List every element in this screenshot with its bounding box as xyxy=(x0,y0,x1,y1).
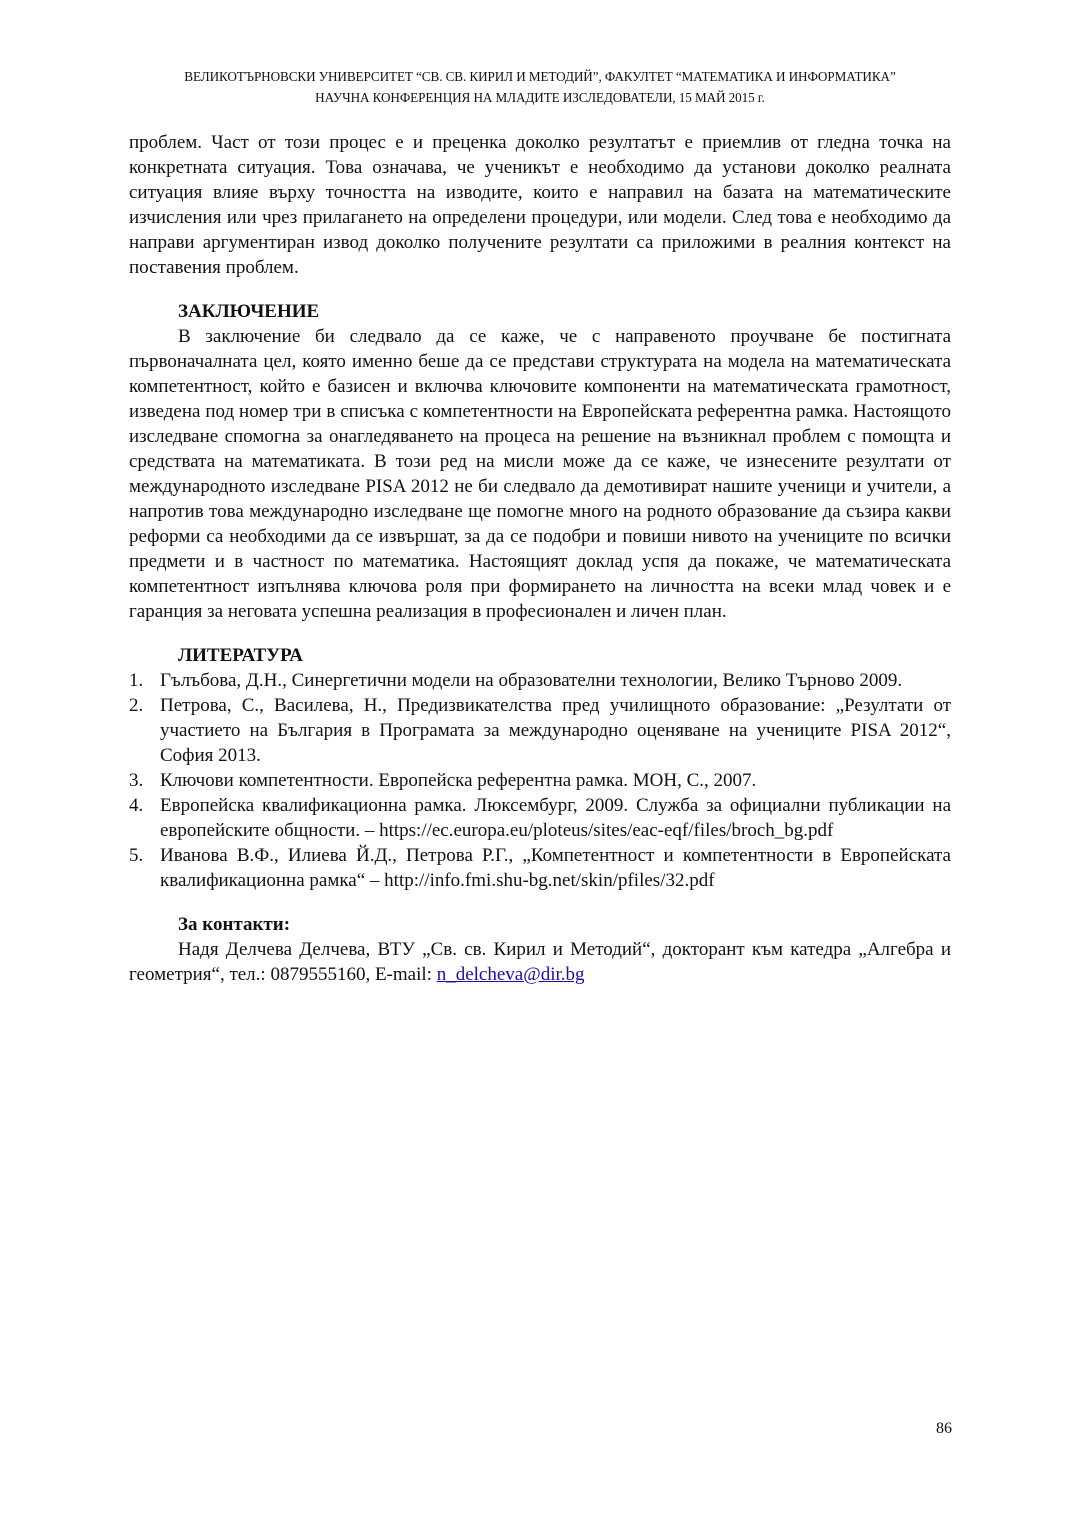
reference-item xyxy=(129,793,951,843)
header-line-conference: НАУЧНА КОНФЕРЕНЦИЯ НА МЛАДИТЕ ИЗСЛЕДОВАТЕЛИ, 15 МАЙ 2015 г. xyxy=(315,90,765,105)
reference-text: Гълъбова, Д.Н., Синергетични модели на образователни технологии, Велико Търново 2009. xyxy=(160,670,903,691)
reference-item xyxy=(129,843,951,893)
reference-number: 4. xyxy=(129,795,144,816)
conclusion-paragraph: В заключение би следвало да се каже, че с направеното проучване бе постигната първоначалната цел, която именно беше да се представи структурата на модела на математическата компетентност, който е базисен и включва ключовите компоненти на математическата грамотност, изведена под номер три в списъка с компетентности на Европейската референтна рамка. Настоящото изследване спомогна за онагледяването на процеса на решение на възникнал проблем с помощта и средствата на математиката. В този ред на мисли може да се каже, че изнесените резултати от международното изследване PISA 2012 не би следвало да демотивират нашите ученици и учители, а напротив това международно изследване ще помогне много на родното образование да съзира какви реформи са необходими да се извършат, за да се подобри и повиши нивото на учениците по всички предмети и в частност по математика. Настоящият доклад успя да покаже, че математическата компетентност изпълнява ключова роля при формирането на личността на всеки млад човек и е гаранция за неговата успешна реализация в професионален и личен план. xyxy=(129,326,951,622)
contacts-paragraph xyxy=(129,937,951,987)
email-link[interactable]: n_delcheva@dir.bg xyxy=(436,964,585,985)
reference-number: 1. xyxy=(129,670,144,691)
page-body xyxy=(129,130,951,987)
intro-paragraph: проблем. Част от този процес е и преценка доколко резултатът е приемлив от гледна точка на конкретната ситуация. Това означава, че ученикът е необходимо да установи доколко реалната ситуация влияе върху точността на изводите, които е направил на базата на математическите изчисления или чрез прилагането на определени процедури, или модели. След това е необходимо да направи аргументиран извод доколко получените резултати са приложими в реалния контекст на поставения проблем. xyxy=(129,132,951,278)
contacts-heading: За контакти: xyxy=(178,914,291,935)
reference-text: Иванова В.Ф., Илиева Й.Д., Петрова Р.Г., „Компетентност и компетентности в Европейската квалификационна рамка“ – http://info.fmi.shu-bg.net/skin/pfiles/32.pdf xyxy=(160,845,951,891)
reference-item xyxy=(129,768,951,793)
reference-item xyxy=(129,668,951,693)
header-line-university: ВЕЛИКОТЪРНОВСКИ УНИВЕРСИТЕТ “СВ. СВ. КИРИЛ И МЕТОДИЙ”, ФАКУЛТЕТ “МАТЕМАТИКА И ИНФОРМАТИКА” xyxy=(184,69,896,84)
page-number: 86 xyxy=(936,1420,952,1437)
reference-number: 2. xyxy=(129,695,144,716)
conclusion-heading: ЗАКЛЮЧЕНИЕ xyxy=(178,301,320,322)
references-heading: ЛИТЕРАТУРА xyxy=(178,645,304,666)
reference-text: Петрова, С., Василева, Н., Предизвикателства пред училищното образование: „Резултати от участието на България в Програмата за международно оценяване на учениците PISA 2012“, София 2013. xyxy=(160,695,951,766)
running-header xyxy=(0,66,1080,108)
reference-text: Европейска квалификационна рамка. Люксембург, 2009. Служба за официални публикации на европейските общности. – https://ec.europa.eu/ploteus/sites/eac-eqf/files/broch_bg.pdf xyxy=(160,795,951,841)
reference-number: 3. xyxy=(129,770,144,791)
contacts-text: Надя Делчева Делчева, ВТУ „Св. св. Кирил и Методий“, докторант към катедра „Алгебра и геометрия“, тел.: 0879555160, E-mail: xyxy=(129,939,951,985)
reference-list xyxy=(129,668,951,893)
reference-text: Ключови компетентности. Европейска референтна рамка. МОН, С., 2007. xyxy=(160,770,757,791)
reference-item xyxy=(129,693,951,768)
reference-number: 5. xyxy=(129,845,144,866)
